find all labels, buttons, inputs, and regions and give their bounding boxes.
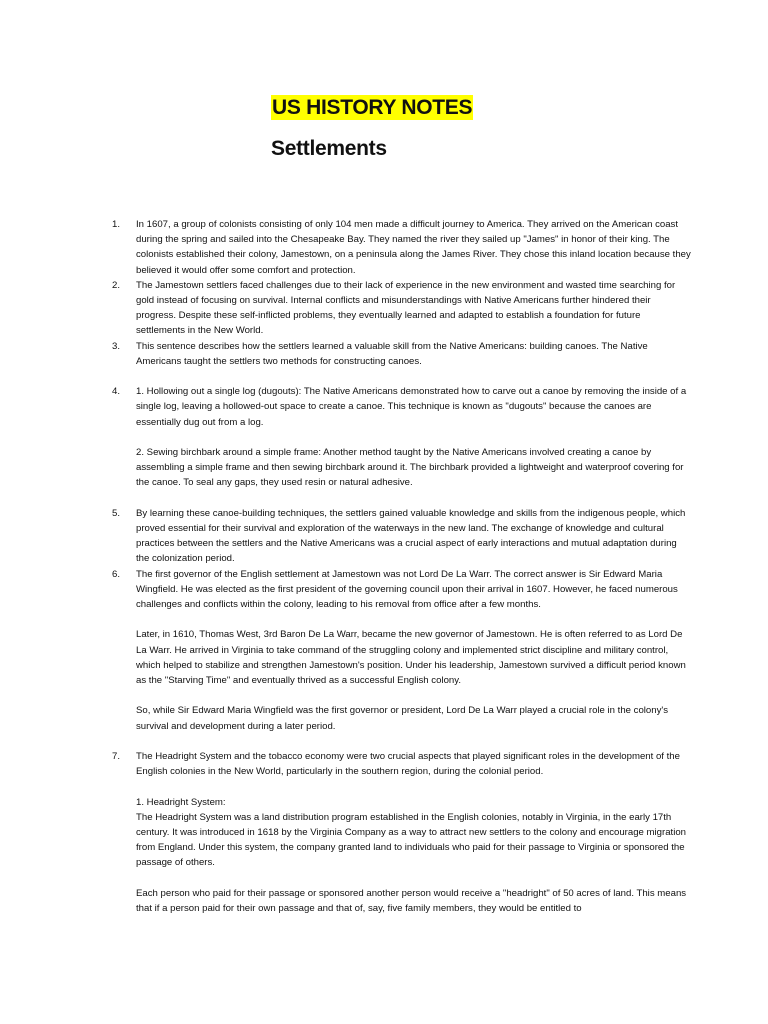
paragraph-gap: [136, 779, 692, 794]
list-item-text: This sentence describes how the settlers learned a valuable skill from the Native Americans: building canoes. The Native Americans taught the settlers two methods for constructing canoes.: [136, 340, 648, 367]
list-item-number: 6.: [112, 568, 121, 580]
paragraph-gap: [136, 612, 692, 627]
notes-list: [112, 217, 692, 916]
page-subtitle: Settlements: [271, 137, 387, 160]
list-item: [112, 567, 692, 734]
paragraph-gap: [136, 688, 692, 703]
list-item: [112, 339, 692, 369]
list-item: [112, 278, 692, 339]
list-item-text: 2. Sewing birchbark around a simple frame: Another method taught by the Native Americans involved creating a canoe by assembling a simple frame and then sewing birchbark around it. The birchbark provided a lightweight and waterproof covering for the canoe. To seal any gaps, they used resin or natural adhesive.: [136, 447, 684, 489]
list-item-text: So, while Sir Edward Maria Wingfield was the first governor or president, Lord De La Warr played a crucial role in the colony's survival and development during a later period.: [136, 705, 669, 732]
list-item: [112, 217, 692, 278]
list-item-number: 7.: [112, 751, 121, 763]
list-item-text: The Jamestown settlers faced challenges due to their lack of experience in the new environment and wasted time searching for gold instead of focusing on survival. Internal conflicts and misunderstandings with Native Americans further hindered their progress. Despite these self-inflicted problems, they eventually learned and adapted to establish a foundation for future settlements in the New World.: [136, 279, 676, 337]
paragraph-gap: [112, 369, 692, 384]
list-item-number: 3.: [112, 340, 121, 352]
list-item-text: The Headright System and the tobacco economy were two crucial aspects that played significant roles in the development of the English colonies in the New World, particularly in the southern region, during the colonial period.: [136, 751, 680, 778]
page-title: US HISTORY NOTES: [272, 96, 473, 119]
paragraph-gap: [112, 734, 692, 749]
list-item-number: 5.: [112, 507, 121, 519]
list-item-number: 4.: [112, 386, 121, 398]
list-item-text: Later, in 1610, Thomas West, 3rd Baron De La Warr, became the new governor of Jamestown. He is often referred to as Lord De La Warr. He arrived in Virginia to take command of the struggling colony and implemented strict discipline and military control, which helped to stabilize and strengthen Jamestown's position. Under his leadership, Jamestown survived a difficult period known as the "Starving Time" and eventually thrived as a successful English colony.: [136, 629, 686, 687]
paragraph-gap: [136, 871, 692, 886]
list-item-text: Each person who paid for their passage or sponsored another person would receive a "headright" of 50 acres of land. This means that if a person paid for their own passage and that of, say, five family members, they would be entitled to: [136, 887, 687, 915]
list-item-number: 2.: [112, 279, 121, 291]
paragraph-gap: [112, 491, 692, 506]
list-item-number: 1.: [112, 219, 121, 230]
list-item: [112, 506, 692, 567]
list-item: [112, 384, 692, 490]
list-item-text: By learning these canoe-building techniques, the settlers gained valuable knowledge and skills from the indigenous people, which proved essential for their survival and exploration of the waterways in the new land. The exchange of knowledge and cultural practices between the settlers and the Native Americans was a crucial aspect of early interactions and mutual adaptation during the colonization period.: [136, 507, 686, 565]
list-item-text: The first governor of the English settlement at Jamestown was not Lord De La Warr. The correct answer is Sir Edward Maria Wingfield. He was elected as the first president of the governing council upon their arrival in 1607. However, he faced numerous challenges and conflicts within the colony, leading to his removal from office after a few months.: [136, 568, 678, 611]
list-item-text: 1. Headright System: The Headright System was a land distribution program established in the English colonies, notably in Virginia, in the early 17th century. It was introduced in 1618 by the Virginia Company as a way to attract new settlers to the colony and encourage migration from England. Under this system, the company granted land to individuals who paid for their passage to Virginia or sponsored the passage of others.: [136, 796, 686, 869]
list-item-text: 1. Hollowing out a single log (dugouts): The Native Americans demonstrated how to carve out a canoe by removing the inside of a single log, leaving a hollowed-out space to create a canoe. This technique is known as "dugouts" because the canoes are essentially dug out from a log.: [136, 386, 687, 428]
paragraph-gap: [136, 430, 692, 445]
list-item-text: In 1607, a group of colonists consisting of only 104 men made a difficult journey to America. They arrived on the American coast during the spring and sailed into the Chesapeake Bay. They named the river they sailed up "James" in honor of their king. The colonists established their colony, Jamestown, on a peninsula along the James River. They chose this inland location because they believed it would offer some comfort and protection.: [136, 219, 691, 276]
list-item: [112, 749, 692, 916]
